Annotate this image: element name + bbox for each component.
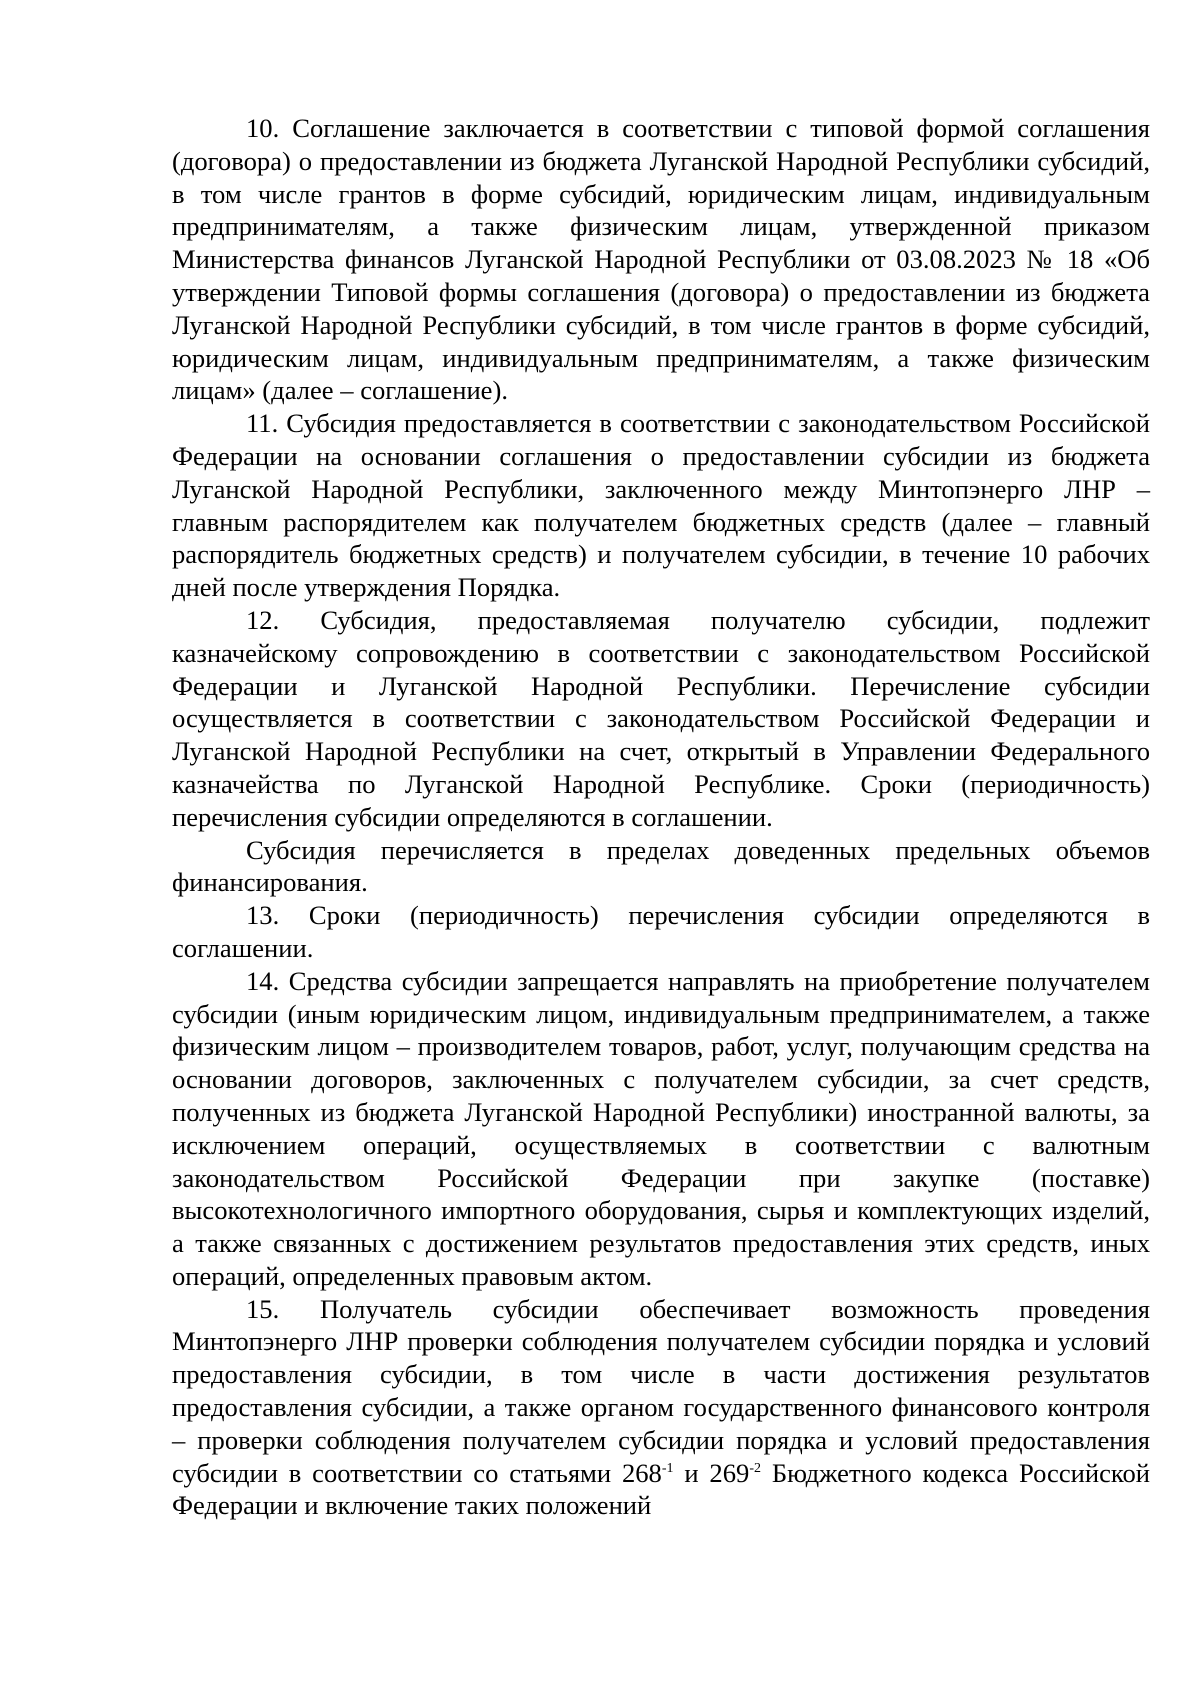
paragraph-11 — [172, 407, 1150, 604]
paragraph-number: 14. — [246, 965, 280, 996]
paragraph-text: Субсидия предоставляется в соответствии с законодательством Российской Федерации на основании соглашения о предоставлении субсидии из бюджета Луганской Народной Республики, заключенного между Минтопэнерго ЛНР – главным распорядителем как получателем бюджетных средств (далее – главный распорядитель бюджетных средств) и получателем субсидии, в течение 10 рабочих дней после утверждения Порядка. — [172, 408, 1150, 603]
paragraph-text: Бюджетного кодекса Российской Федерации и включение таких положений — [172, 1457, 1150, 1521]
superscript-article-number: -1 — [661, 1460, 674, 1476]
paragraph-13 — [172, 899, 1150, 965]
paragraph-text: и 269 — [673, 1457, 750, 1488]
paragraph-14 — [172, 965, 1150, 1293]
paragraph-15 — [172, 1293, 1150, 1523]
paragraph-text: Соглашение заключается в соответствии с типовой формой соглашения (договора) о предоставлении из бюджета Луганской Народной Республики субсидий, в том числе грантов в форме субсидий, юридическим лицам, индивидуальным предпринимателям, а также физическим лицам, утвержденной приказом Министерства финансов Луганской Народной Республики от 03.08.2023 № 18 «Об утверждении Типовой формы соглашения (договора) о предоставлении из бюджета Луганской Народной Республики субсидий, в том числе грантов в форме субсидий, юридическим лицам, индивидуальным предпринимателям, а также физическим лицам» (далее – соглашение). — [172, 113, 1150, 406]
paragraph-number: 11. — [246, 408, 279, 439]
paragraph-text: Субсидия, предоставляемая получателю субсидии, подлежит казначейскому сопровождению в соответствии с законодательством Российской Федерации и Луганской Народной Республики. Перечисление субсидии осуществляется в соответствии с законодательством Российской Федерации и Луганской Народной Республики на счет, открытый в Управлении Федерального казначейства по Луганской Народной Республике. Сроки (периодичность) перечисления субсидии определяются в соглашении. — [172, 604, 1150, 832]
paragraph-12-continuation — [172, 834, 1150, 900]
paragraph-number: 13. — [246, 900, 280, 931]
document-body — [172, 112, 1150, 1522]
paragraph-10 — [172, 112, 1150, 407]
paragraph-number: 15. — [246, 1293, 280, 1324]
paragraph-text: Средства субсидии запрещается направлять на приобретение получателем субсидии (иным юридическим лицом, индивидуальным предпринимателем, а также физическим лицом – производителем товаров, работ, услуг, получающим средства на основании договоров, заключенных с получателем субсидии, за счет средств, полученных из бюджета Луганской Народной Республики) иностранной валюты, за исключением операций, осуществляемых в соответствии с валютным законодательством Российской Федерации при закупке (поставке) высокотехнологичного импортного оборудования, сырья и комплектующих изделий, а также связанных с достижением результатов предоставления этих средств, иных операций, определенных правовым актом. — [172, 965, 1150, 1291]
paragraph-number: 12. — [246, 604, 280, 635]
superscript-article-number: -2 — [749, 1460, 761, 1476]
paragraph-12 — [172, 604, 1150, 834]
paragraph-text: Получатель субсидии обеспечивает возможность проведения Минтопэнерго ЛНР проверки соблюдения получателем субсидии порядка и условий предоставления субсидии, в том числе в части достижения результатов предоставления субсидии, а также органом государственного финансового контроля – проверки соблюдения получателем субсидии порядка и условий предоставления субсидии в соответствии со статьями 268 — [172, 1293, 1150, 1488]
paragraph-text: Сроки (периодичность) перечисления субсидии определяются в соглашении. — [172, 900, 1150, 963]
paragraph-number: 10. — [246, 113, 280, 143]
paragraph-text: Субсидия перечисляется в пределах доведенных предельных объемов финансирования. — [172, 834, 1150, 898]
